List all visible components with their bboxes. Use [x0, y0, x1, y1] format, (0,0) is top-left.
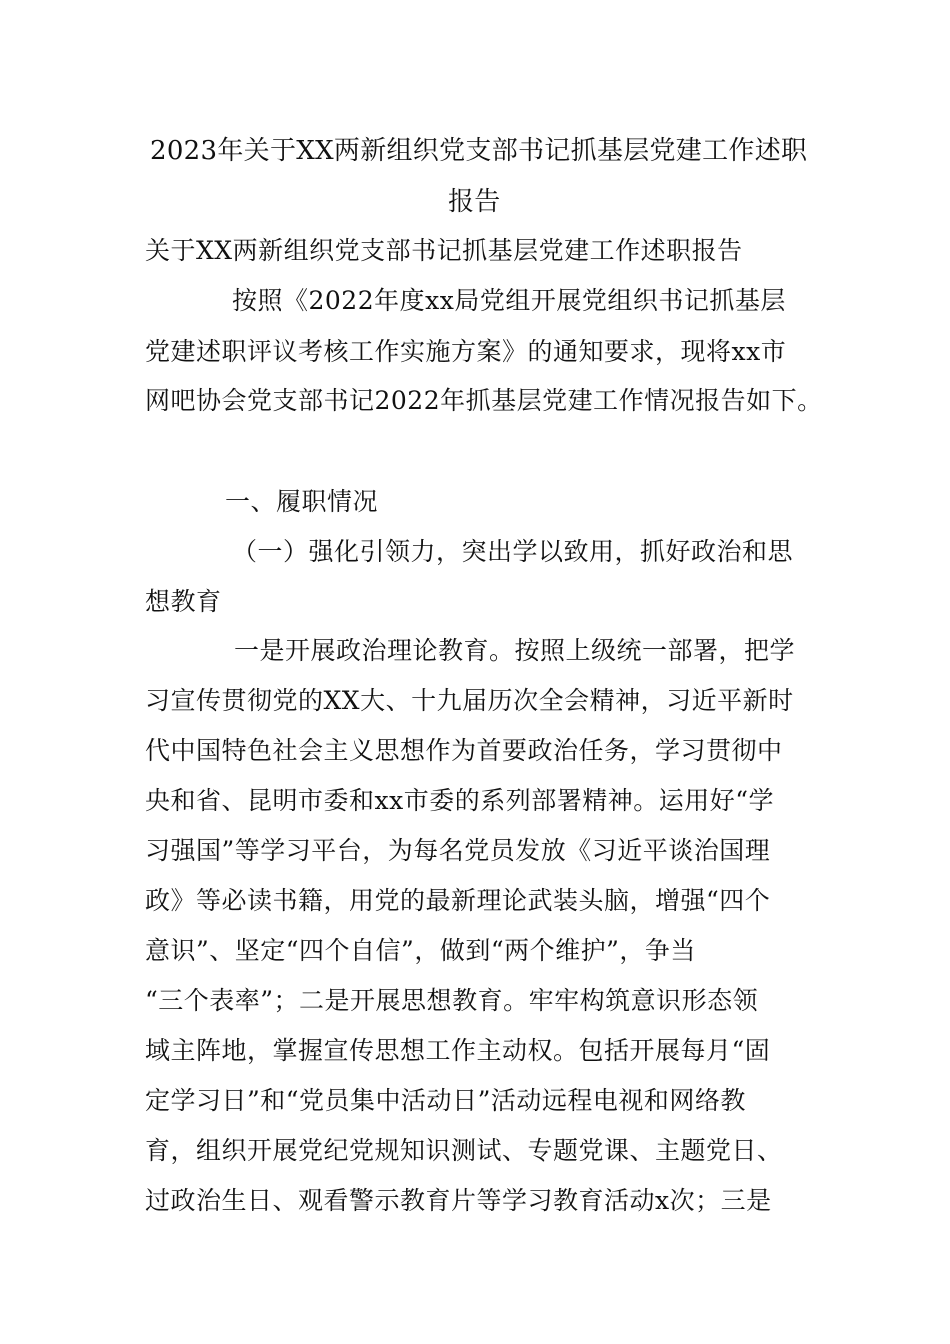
body-line-10: 定学习日”和“党员集中活动日”活动远程电视和网络教	[145, 1086, 746, 1115]
body-line-11: 育，组织开展党纪党规知识测试、专题党课、主题党日、	[145, 1136, 783, 1165]
document-subtitle: 关于XX两新组织党支部书记抓基层党建工作述职报告	[145, 236, 743, 265]
body-line-5: 习强国”等学习平台，为每名党员发放《习近平谈治国理	[145, 836, 771, 865]
intro-line-3: 网吧协会党支部书记2022年抓基层党建工作情况报告如下。	[145, 386, 823, 415]
body-line-8: “三个表率”；二是开展思想教育。牢牢构筑意识形态领	[145, 986, 759, 1015]
body-line-4: 央和省、昆明市委和xx市委的系列部署精神。运用好“学	[145, 786, 774, 815]
subsection-line-2: 想教育	[145, 587, 222, 616]
body-line-3: 代中国特色社会主义思想作为首要政治任务，学习贯彻中	[145, 736, 783, 765]
body-line-7: 意识”、坚定“四个自信”，做到“两个维护”，争当	[145, 936, 696, 965]
document-title-line-2: 报告	[448, 187, 501, 217]
subsection-line-1: （一）强化引领力，突出学以致用，抓好政治和思	[232, 537, 794, 566]
body-line-9: 域主阵地，掌握宣传思想工作主动权。包括开展每月“固	[145, 1036, 771, 1065]
section-heading: 一、履职情况	[225, 487, 379, 516]
body-line-2: 习宣传贯彻党的XX大、十九届历次全会精神，习近平新时	[145, 686, 794, 715]
body-line-6: 政》等必读书籍，用党的最新理论武装头脑，增强“四个	[145, 886, 771, 915]
body-line-1: 一是开展政治理论教育。按照上级统一部署，把学	[234, 636, 796, 665]
document-title-line-1: 2023年关于XX两新组织党支部书记抓基层党建工作述职	[150, 136, 808, 166]
intro-line-2: 党建述职评议考核工作实施方案》的通知要求，现将xx市	[145, 337, 787, 366]
body-line-12: 过政治生日、观看警示教育片等学习教育活动x次；三是	[145, 1186, 772, 1215]
intro-line-1: 按照《2022年度xx局党组开展党组织书记抓基层	[232, 286, 786, 315]
